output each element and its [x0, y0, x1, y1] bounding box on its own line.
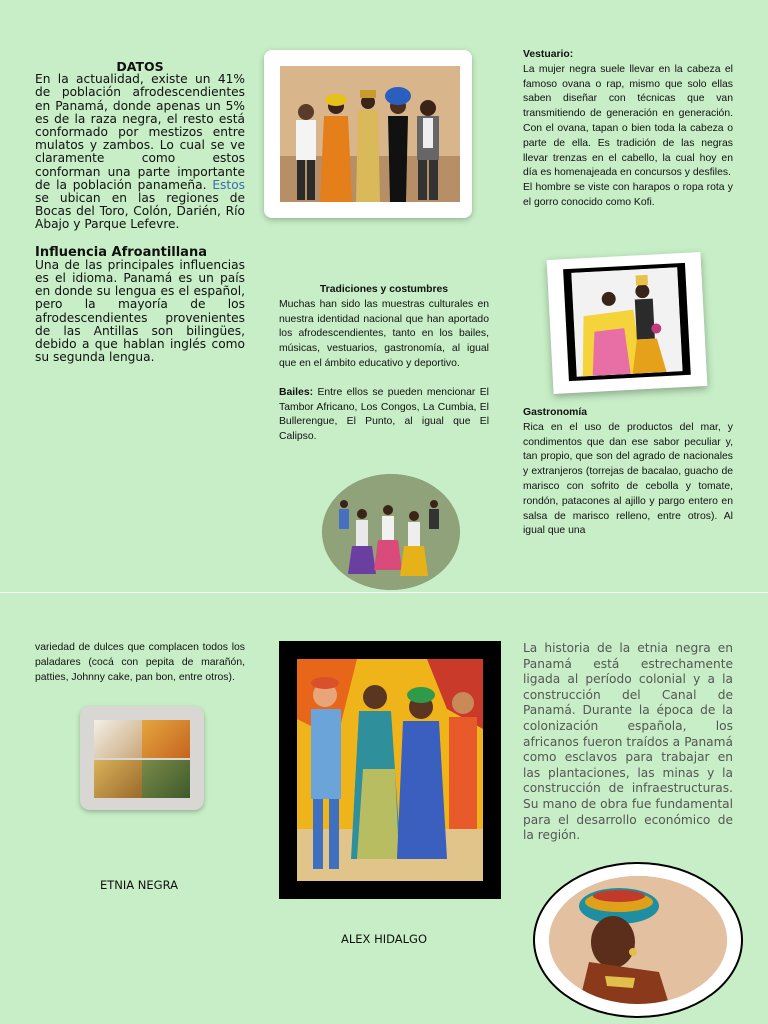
influencia-title: Influencia Afroantillana [35, 244, 207, 260]
painting-image [297, 659, 483, 881]
gastronomia-text: Rica en el uso de productos del mar, y condimentos que dan ese sabor peculiar y, tan propio, que son del agrado de nacionales y extranjeros (torrejas de bacalao, guacho de marisco con sofrito de cebolla y tomate, rondón, patacones al ajillo y pargo entero en salsa de marisco relleno, entre otros). Al igual que una [523, 421, 733, 537]
gastronomia-section [523, 406, 733, 539]
influencia-text: Una de las principales influencias es el idioma. Panamá es un país en donde su lengua es el español, pero la mayoría de los afrodescendientes provenientes de las Antillas son bilingües, debido a que hablan inglés como su segunda lengua. [35, 257, 245, 365]
fold-divider [0, 592, 768, 593]
portrait-frame [533, 862, 743, 1018]
tradiciones-text: Muchas han sido las muestras culturales en nuestra identidad nacional que han aportado los afrodescendientes, tanto en los bailes, músicas, vestuarios, gastronomía, al igual que en el ámbito educativo y deportivo. [279, 298, 489, 369]
dance-photo [322, 474, 460, 590]
costume-photo-frame [547, 252, 708, 394]
group-photo [280, 66, 460, 202]
cover-title: ETNIA NEGRA [100, 878, 178, 892]
tradiciones-title: Tradiciones y costumbres [319, 284, 449, 295]
portrait-illustration [549, 876, 727, 1004]
food-photo-2 [142, 720, 190, 758]
gastronomia-continued [35, 641, 245, 685]
gastronomia-title: Gastronomía [523, 407, 588, 418]
vestuario-section [523, 48, 733, 211]
food-collage [80, 706, 204, 810]
painting-frame [279, 641, 501, 899]
costume-photo-illustration [571, 267, 682, 376]
food-photo-1 [94, 720, 142, 758]
vestuario-title: Vestuario: [523, 49, 574, 60]
food-photo-4 [142, 760, 190, 798]
vestuario-text: La mujer negra suele llevar en la cabeza el famoso ovana o rap, mismo que solo ellas saben diseñar con técnicas que van transmitiendo de generación en generación. Con el ovana, tapan o bien toda la cabeza o parte de ella. Es tradición de las negras llevar trenzas en el cabello, la cual hoy en día es homenajeada en concursos y desfiles. [523, 63, 733, 179]
datos-highlight: Estos [212, 177, 245, 192]
food-photo-3 [94, 760, 142, 798]
historia-text: La historia de la etnia negra en Panamá está estrechamente ligada al período colonial y a la construcción del Canal de Panamá. Durante la época de la colonización española, los africanos fueron traídos a Panamá como esclavos para trabajar en las plantaciones, las minas y la construcción de infraestructuras. Su mano de obra fue fundamental para el desarrollo económico de la región. [523, 641, 733, 843]
portrait-image [549, 876, 727, 1004]
datos-text: En la actualidad, existe un 41% de población afrodescendientes en Panamá, donde apenas un 5% es de la raza negra, el resto está conformado por mestizos entre mulatos y zambos. Lo cual se ve claramente como estos conforman una parte importante de la población panameña. Estos se ubican en las regiones de Bocas del Toro, Colón, Darién, Río Abajo y Parque Lefevre. [35, 72, 245, 232]
author-name: ALEX HIDALGO [341, 932, 428, 946]
bailes-label: Bailes: [279, 386, 314, 398]
vestuario-text-hombre: El hombre se viste con harapos o ropa rota y el gorro conocido como Kofi. [523, 182, 733, 208]
gastronomia-continued-text: variedad de dulces que complacen todos los paladares (cocá con pepita de marañón, patties, Johnny cake, pan bon, entre otros). [35, 642, 245, 683]
painting-illustration [297, 659, 483, 881]
group-photo-illustration [280, 66, 460, 202]
dance-photo-illustration [322, 474, 460, 590]
datos-section [35, 60, 245, 364]
costume-photo [571, 267, 682, 376]
group-photo-frame [264, 50, 472, 218]
datos-title: DATOS [116, 59, 164, 74]
bailes-paragraph: Bailes: Entre ellos se pueden mencionar El Tambor Africano, Los Congos, La Cumbia, El Bullerengue, El Punto, al igual que El Calipso. [279, 386, 489, 443]
tradiciones-section [279, 283, 489, 445]
